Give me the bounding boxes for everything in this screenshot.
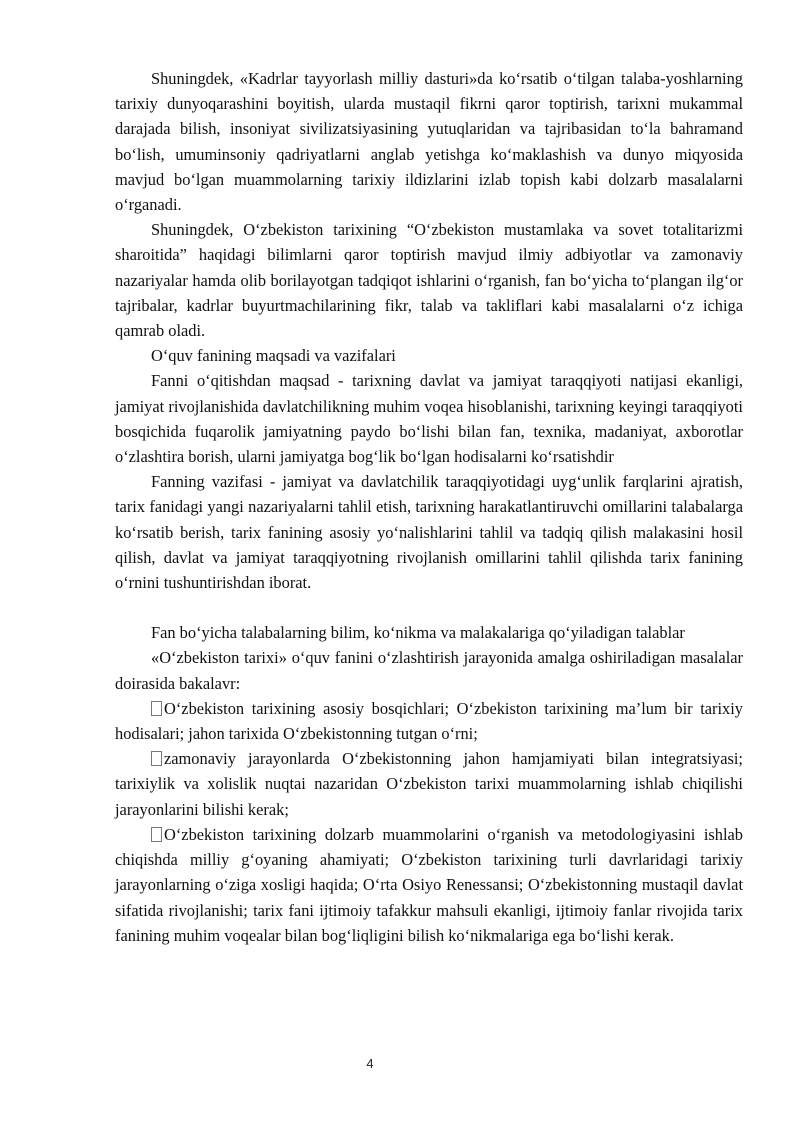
paragraph-kadrlar-dasturi: Shuningdek, «Kadrlar tayyorlash milliy dasturi»da ko‘rsatib o‘tilgan talaba-yoshlarning tarixiy dunyoqarashini boyitish, ularda mustaqil fikrni qaror toptirish, tarixni mukammal darajada bilish, insoniyat sivilizatsiyasining yutuqlaridan va tajribasidan to‘la bahramand bo‘lish, umuminsoniy qadriyatlarni anglab yetishga ko‘maklashish va dunyo miqyosida mavjud bo‘lgan muammolarning tarixiy ildizlarini izlab topish kabi dolzarb masalalarni o‘rganadi.: [115, 69, 743, 215]
bullet-box-icon: [151, 827, 162, 842]
bullet-box-icon: [151, 751, 162, 766]
page-number: 4: [366, 1056, 374, 1071]
bullet-text: O‘zbekiston tarixining asosiy bosqichlari; O‘zbekiston tarixining ma’lum bir tarixiy hodisalari; jahon tarixida O‘zbekistonning tutgan o‘rni;: [115, 698, 743, 744]
bullet-item: [115, 822, 743, 948]
bullet-item: [115, 746, 743, 822]
bullet-text: zamonaviy jarayonlarda O‘zbekistonning jahon hamjamiyati bilan integratsiyasi; tarixiylik va xolislik nuqtai nazaridan O‘zbekiston tarixi muammolarning ishlab chiqilishi jarayonlarini bilishi kerak;: [115, 749, 743, 819]
paragraph-totalitarizm: Shuningdek, O‘zbekiston tarixining “O‘zbekiston mustamlaka va sovet totalitarizmi sharoitida” haqidagi bilimlarni qaror toptirish mavjud ilmiy adbiyotlar va zamonaviy nazariyalar hamda olib borilayotgan tadqiqot ishlarini o‘rganish, fan bo‘yicha to‘plangan ilg‘or tajribalar, kadrlar buyurtmachilarining fikr, talab va takliflari kabi masalalarni o‘z ichiga qamrab oladi.: [115, 220, 743, 341]
section-heading-maqsad: O‘quv fanining maqsadi va vazifalari: [151, 346, 396, 366]
document-body: [115, 66, 743, 948]
bullet-box-icon: [151, 701, 162, 716]
paragraph-vazifa: Fanning vazifasi - jamiyat va davlatchilik taraqqiyotidagi uyg‘unlik farqlarini ajratish, tarix fanidagi yangi nazariyalarni tahlil etish, tarixning harakatlantiruvchi omillarini talabalarga ko‘rsatib berish, tarix fanining asosiy yo‘nalishlarini tahlil va tadqiq qilish malakasini hosil qilish, davlat va jamiyat taraqqiyotning rivojlanish omillarini tahlil qilishda tarix fanining o‘rnini tushuntirishdan iborat.: [115, 472, 743, 593]
paragraph-maqsad: Fanni o‘qitishdan maqsad - tarixning davlat va jamiyat taraqqiyoti natijasi ekanligi, jamiyat rivojlanishida davlatchilikning muhim voqea hisoblanishi, tarixning keyingi taraqqiyoti bosqichida fuqarolik jamiyatning paydo bo‘lishi bilan fan, texnika, madaniyat, axborotlar o‘zlashtira borish, ularni jamiyatga bog‘lik bo‘lgan hodisalarni ko‘rsatishdir: [115, 371, 743, 467]
section-heading-talablar: Fan bo‘yicha talabalarning bilim, ko‘nikma va malakalariga qo‘yiladigan talablar: [151, 623, 685, 643]
bullet-item: [115, 696, 743, 746]
bullet-text: O‘zbekiston tarixining dolzarb muammolarini o‘rganish va metodologiyasini ishlab chiqishda milliy g‘oyaning ahamiyati; O‘zbekiston tarixining turli davrlaridagi tarixiy jarayonlarning o‘ziga xosligi haqida; O‘rta Osiyo Renessansi; O‘zbekistonning mustaqil davlat sifatida rivojlanishi; tarix fani ijtimoiy tafakkur mahsuli ekanligi, ijtimoiy fanlar rivojida tarix fanining muhim voqealar bilan bog‘liqligini bilish ko‘nikmalariga ega bo‘lishi kerak.: [115, 824, 743, 945]
paragraph-bakalavr: «O‘zbekiston tarixi» o‘quv fanini o‘zlashtirish jarayonida amalga oshiriladigan masalalar doirasida bakalavr:: [115, 648, 743, 693]
